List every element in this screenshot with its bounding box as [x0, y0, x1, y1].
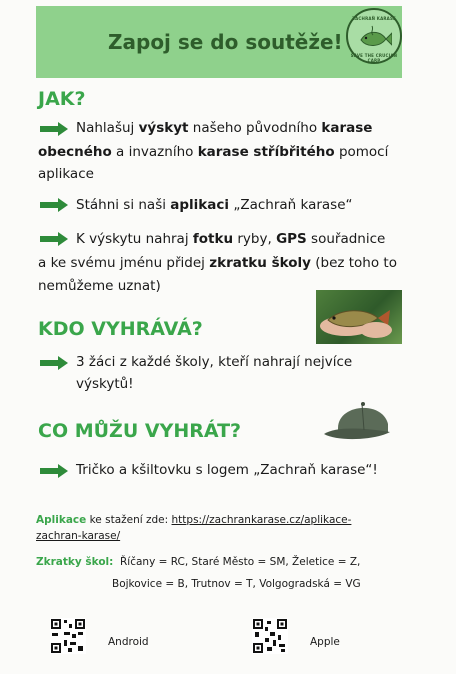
jak-item3-line3: nemůžeme uznat)	[38, 278, 161, 294]
android-label: Android	[108, 636, 149, 648]
cap-icon	[316, 394, 404, 446]
jak-item1-line2: obecného a invazního karase stříbřitého pomocí	[38, 144, 389, 160]
qr-code-android-icon[interactable]	[50, 618, 86, 654]
heading-jak: JAK?	[38, 88, 86, 110]
logo-text-bottom: SAVE THE CRUCIAN CARP	[350, 53, 398, 63]
co-line1: Tričko a kšiltovku s logem „Zachraň karase“!	[76, 462, 378, 478]
app-link-cont[interactable]: zachran-karase/	[36, 530, 121, 542]
fish-icon	[316, 290, 402, 344]
arrow-right-icon	[40, 356, 68, 370]
kdo-line2: výskytů!	[76, 376, 134, 392]
banner-title: Zapoj se do soutěže!	[108, 30, 343, 54]
app-link[interactable]: https://zachrankarase.cz/aplikace-	[171, 514, 352, 526]
jak-item2: Stáhni si naši aplikaci „Zachraň karase“	[76, 197, 353, 213]
schools-line1: Zkratky škol: Říčany = RC, Staré Město = SM, Želetice = Z,	[36, 556, 361, 568]
qr-code-apple-icon[interactable]	[252, 618, 288, 654]
app-info-line1: Aplikace ke stažení zde: https://zachrankarase.cz/aplikace-	[36, 514, 352, 526]
heading-co: CO MŮŽU VYHRÁT?	[38, 420, 242, 442]
apple-label: Apple	[310, 636, 340, 648]
arrow-right-icon	[40, 198, 68, 212]
kdo-line1: 3 žáci z každé školy, kteří nahrají nejvíce	[76, 354, 353, 370]
arrow-right-icon	[40, 122, 68, 136]
heading-kdo: KDO VYHRÁVÁ?	[38, 318, 203, 340]
jak-item1-line1: Nahlašuj výskyt našeho původního karase	[76, 120, 373, 136]
logo-icon	[346, 8, 402, 64]
fish-in-hand-photo	[316, 290, 402, 344]
schools-line2: Bojkovice = B, Trutnov = T, Volgogradská = VG	[112, 578, 361, 590]
logo-fish-icon	[358, 24, 392, 54]
jak-item3-line2: a ke svému jménu přidej zkratku školy (bez toho to	[38, 255, 397, 271]
logo-text-top: ZACHRAŇ KARASE	[352, 16, 396, 21]
jak-item1-line3: aplikace	[38, 166, 94, 182]
jak-item3-line1: K výskytu nahraj fotku ryby, GPS souřadnice	[76, 231, 386, 247]
arrow-right-icon	[40, 464, 68, 478]
arrow-right-icon	[40, 232, 68, 246]
app-info-line2	[36, 530, 120, 542]
